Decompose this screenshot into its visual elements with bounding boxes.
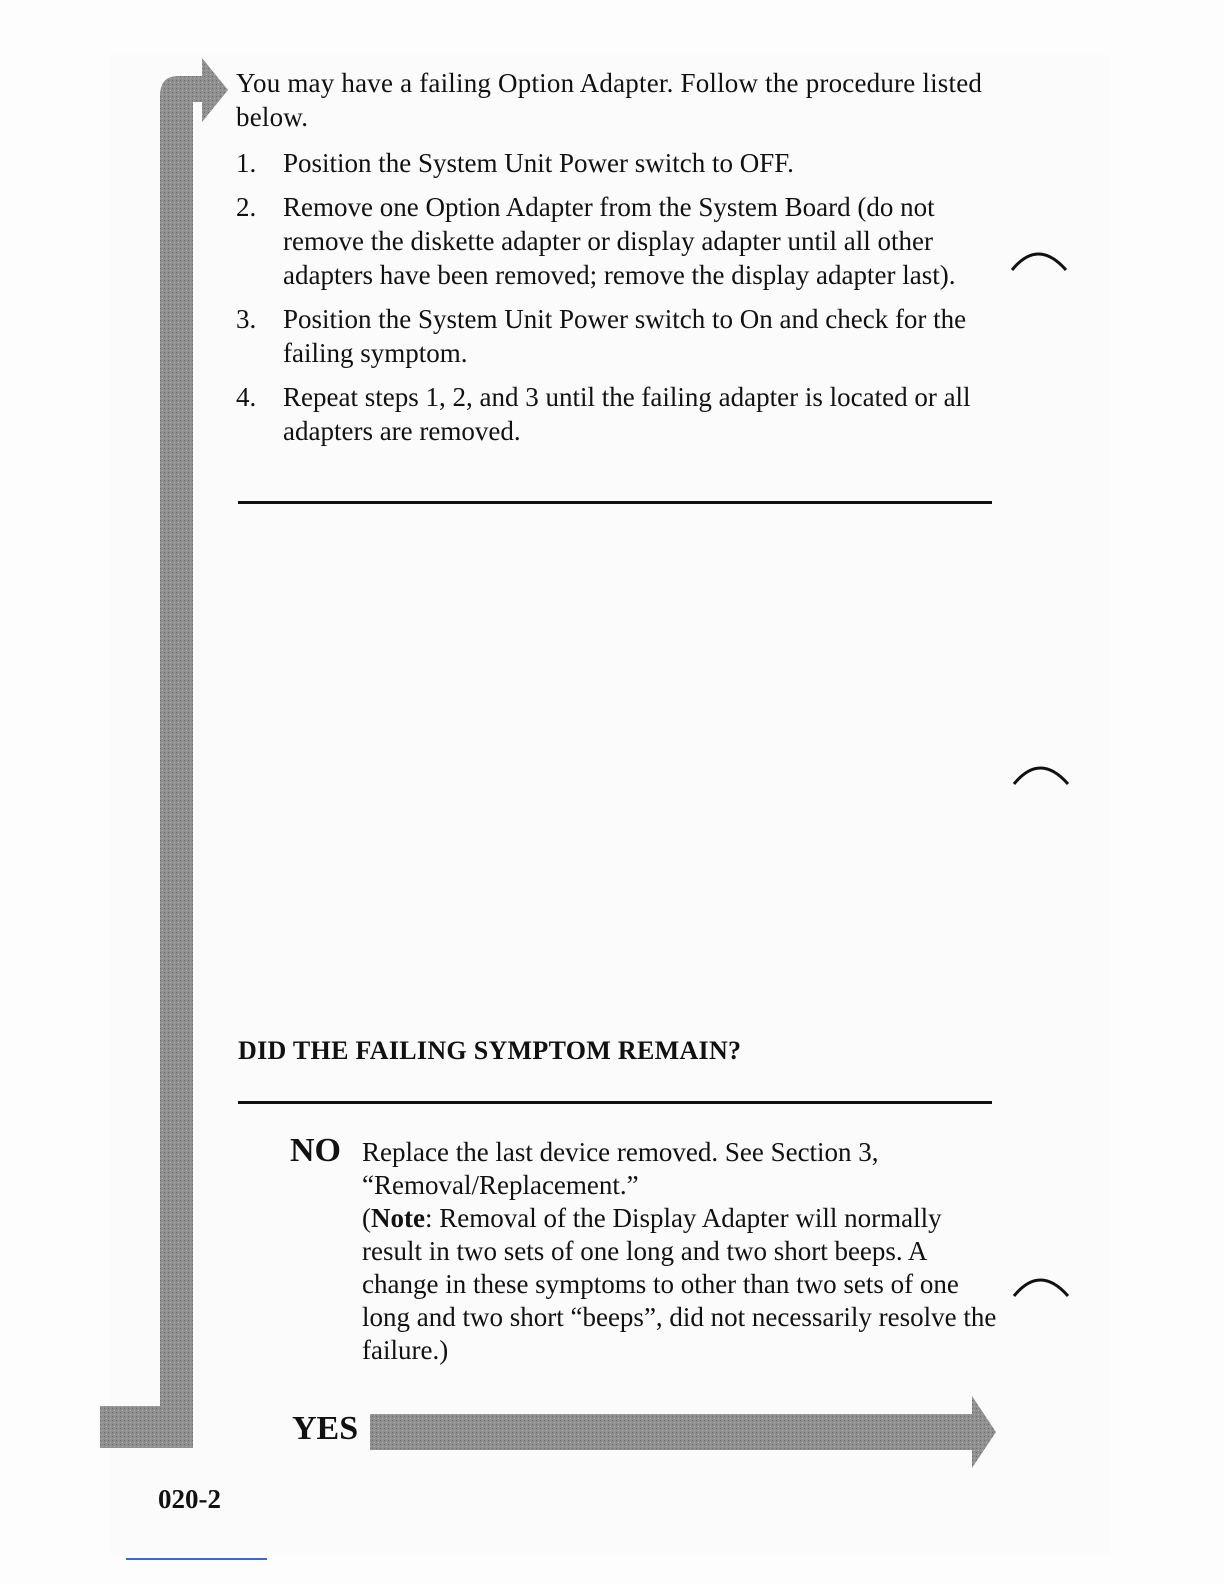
note-paragraph: (Note: Removal of the Display Adapter will normally result in two sets of one long and two short beeps. A change in these symptoms to other than two sets of one long and two short “beeps”, did not necessarily resolve the failure.) (362, 1203, 997, 1365)
step-item (236, 302, 996, 370)
step-item (236, 190, 996, 292)
no-branch-label: NO (290, 1132, 341, 1169)
step-number: 2. (236, 192, 257, 222)
yes-branch-label: YES (292, 1410, 359, 1447)
page-number: 020-2 (158, 1484, 221, 1514)
step-text: Position the System Unit Power switch to OFF. (283, 148, 794, 178)
binder-hole-mark (1012, 1270, 1072, 1300)
yes-arrow (370, 1396, 996, 1468)
binder-hole-mark (1010, 244, 1070, 274)
step-text: Position the System Unit Power switch to On and check for the failing symptom. (283, 304, 967, 368)
step-number: 1. (236, 148, 257, 178)
intro-text: You may have a failing Option Adapter. Follow the procedure listed below. (236, 68, 983, 132)
step-item (236, 380, 996, 448)
step-item (236, 146, 996, 180)
step-text: Remove one Option Adapter from the System Board (do not remove the diskette adapter or display adapter until all other adapters have been removed; remove the display adapter last). (283, 192, 956, 290)
procedure-steps (236, 146, 996, 458)
decision-question: DID THE FAILING SYMPTOM REMAIN? (238, 1036, 742, 1065)
section-divider (238, 1101, 992, 1104)
entry-arrow (160, 58, 228, 1446)
bottom-connector (100, 1406, 193, 1448)
step-text: Repeat steps 1, 2, and 3 until the failing adapter is located or all adapters are removed. (283, 382, 971, 446)
step-number: 3. (236, 304, 257, 334)
no-branch-instructions (362, 1136, 1002, 1367)
binder-hole-mark (1012, 758, 1072, 788)
step-number: 4. (236, 382, 257, 412)
note-text: : Removal of the Display Adapter will normally result in two sets of one long and two short beeps. A change in these symptoms to other than two sets of one long and two short “beeps”, did not necessarily resolve the failure.) (362, 1203, 997, 1365)
footer-line (126, 1558, 267, 1560)
section-divider (238, 501, 992, 504)
replace-instruction: Replace the last device removed. See Section 3, “Removal/Replacement.” (362, 1137, 879, 1200)
note-label: Note (371, 1203, 425, 1233)
